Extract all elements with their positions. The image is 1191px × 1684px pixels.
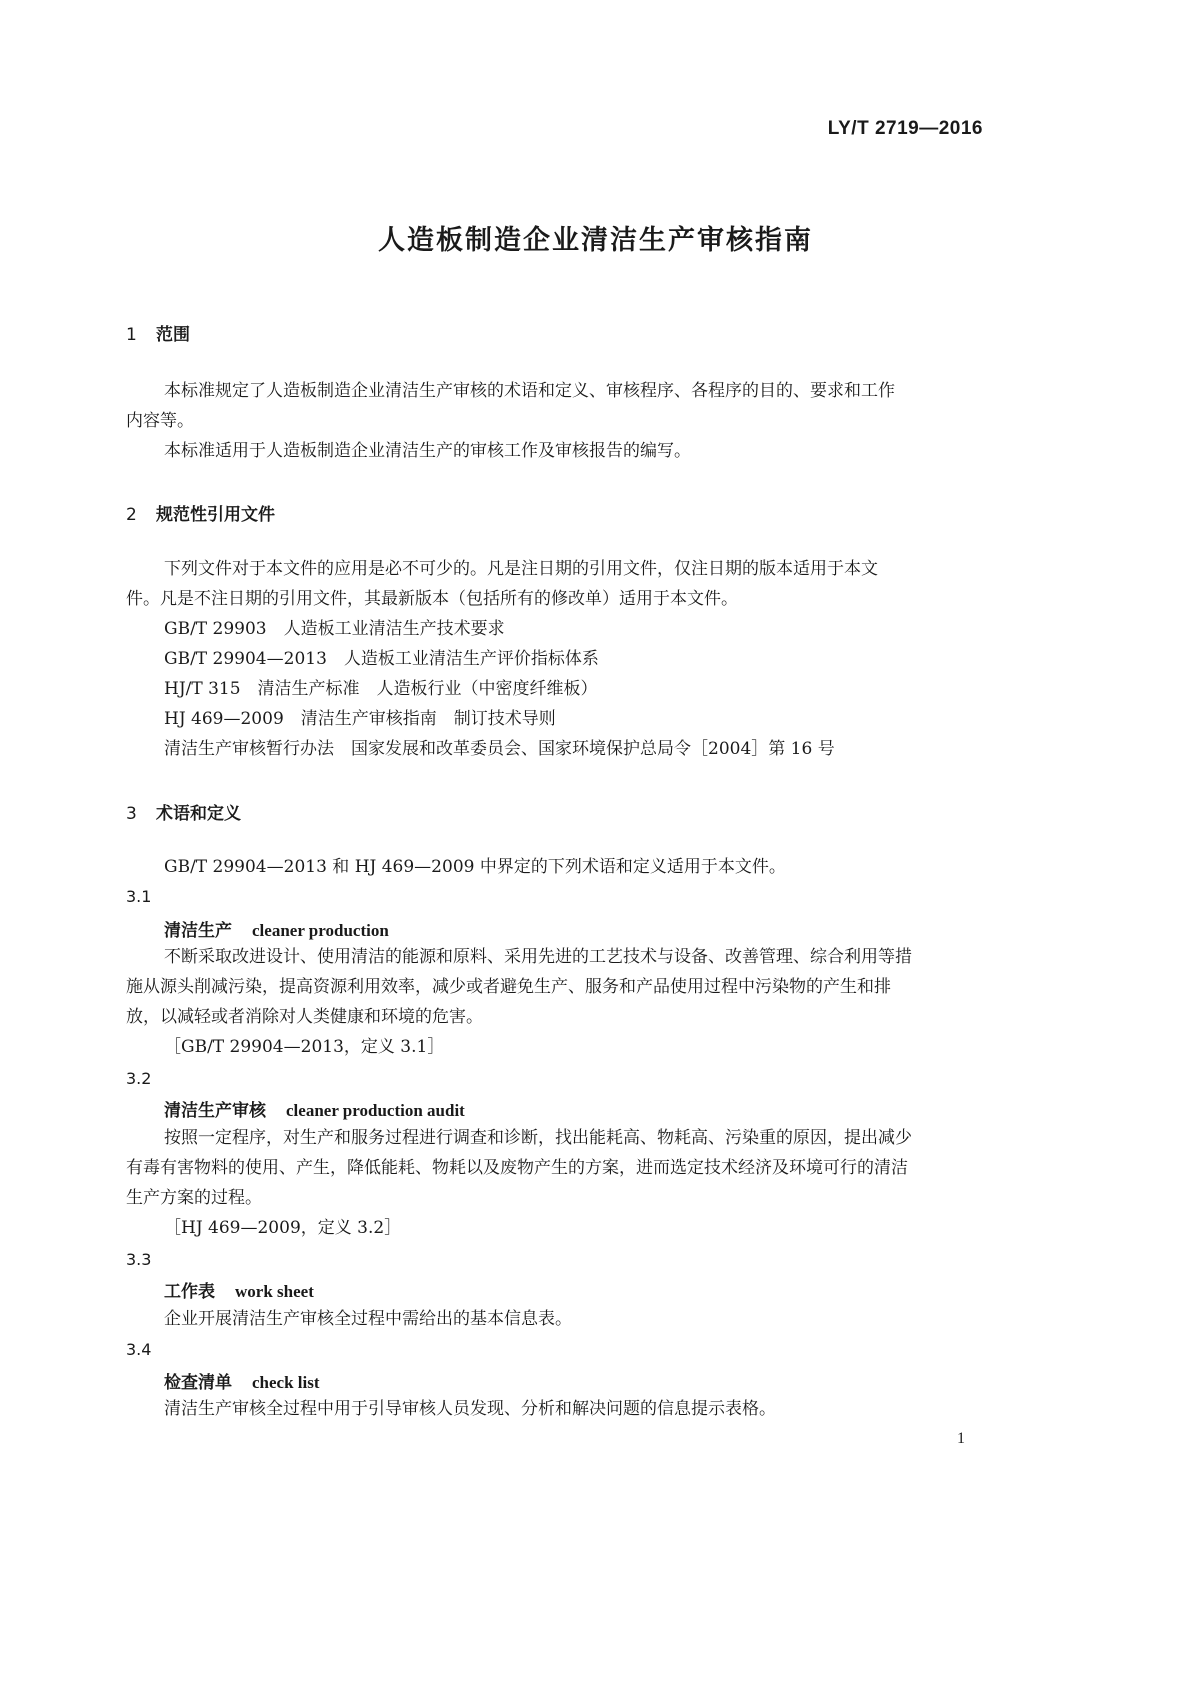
- term-zh: 清洁生产审核: [164, 1101, 266, 1121]
- term-en: cleaner production: [252, 921, 389, 940]
- term-number: 3.4: [126, 1340, 152, 1359]
- term-zh: 清洁生产: [164, 921, 232, 941]
- standard-code: LY/T 2719—2016: [827, 118, 983, 139]
- section-title: 术语和定义: [156, 804, 241, 824]
- section-1-heading: [126, 320, 190, 345]
- term-heading: [164, 1368, 320, 1393]
- paragraph-line: 件。凡是不注日期的引用文件，其最新版本（包括所有的修改单）适用于本文件。: [126, 589, 738, 609]
- term-heading: [164, 916, 389, 941]
- section-number: 2: [126, 505, 137, 525]
- term-heading: [164, 1096, 465, 1121]
- term-number: 3.2: [126, 1069, 152, 1088]
- definition-line: 放，以减轻或者消除对人类健康和环境的危害。: [126, 1007, 483, 1027]
- reference-item: HJ/T 315 清洁生产标准 人造板行业（中密度纤维板）: [164, 679, 598, 699]
- document-title: 人造板制造企业清洁生产审核指南: [378, 225, 813, 256]
- term-en: check list: [252, 1373, 320, 1392]
- section-3-heading: [126, 799, 241, 824]
- paragraph-line: 下列文件对于本文件的应用是必不可少的。凡是注日期的引用文件，仅注日期的版本适用于本文: [164, 559, 878, 579]
- section-2-heading: [126, 500, 275, 525]
- paragraph-line: 本标准规定了人造板制造企业清洁生产审核的术语和定义、审核程序、各程序的目的、要求和工作: [164, 381, 895, 401]
- definition-line: 生产方案的过程。: [126, 1188, 262, 1208]
- paragraph-line: 本标准适用于人造板制造企业清洁生产的审核工作及审核报告的编写。: [164, 441, 691, 461]
- paragraph-line: GB/T 29904—2013 和 HJ 469—2009 中界定的下列术语和定义适用于本文件。: [164, 857, 786, 877]
- term-en: cleaner production audit: [286, 1101, 465, 1120]
- section-title: 范围: [156, 325, 190, 345]
- reference-item: GB/T 29903 人造板工业清洁生产技术要求: [164, 619, 505, 639]
- definition-line: 施从源头削减污染，提高资源利用效率，减少或者避免生产、服务和产品使用过程中污染物的产生和排: [126, 977, 891, 997]
- term-zh: 检查清单: [164, 1373, 232, 1393]
- reference-item: GB/T 29904—2013 人造板工业清洁生产评价指标体系: [164, 649, 599, 669]
- term-zh: 工作表: [164, 1282, 215, 1302]
- term-source: ［HJ 469—2009，定义 3.2］: [164, 1218, 402, 1238]
- definition-line: 不断采取改进设计、使用清洁的能源和原料、采用先进的工艺技术与设备、改善管理、综合利用等措: [164, 947, 912, 967]
- section-number: 1: [126, 325, 137, 345]
- reference-item: HJ 469—2009 清洁生产审核指南 制订技术导则: [164, 709, 556, 729]
- definition-line: 清洁生产审核全过程中用于引导审核人员发现、分析和解决问题的信息提示表格。: [164, 1399, 776, 1419]
- section-number: 3: [126, 804, 137, 824]
- term-heading: [164, 1277, 314, 1302]
- definition-line: 按照一定程序，对生产和服务过程进行调查和诊断，找出能耗高、物耗高、污染重的原因，提出减少: [164, 1128, 912, 1148]
- page-number: 1: [957, 1430, 965, 1447]
- section-title: 规范性引用文件: [156, 505, 275, 525]
- paragraph-line: 内容等。: [126, 411, 194, 431]
- term-en: work sheet: [235, 1282, 314, 1301]
- term-number: 3.3: [126, 1250, 152, 1269]
- reference-item: 清洁生产审核暂行办法 国家发展和改革委员会、国家环境保护总局令［2004］第 16 号: [164, 739, 835, 759]
- definition-line: 有毒有害物料的使用、产生，降低能耗、物耗以及废物产生的方案，进而选定技术经济及环境可行的清洁: [126, 1158, 908, 1178]
- term-source: ［GB/T 29904—2013，定义 3.1］: [164, 1037, 445, 1057]
- definition-line: 企业开展清洁生产审核全过程中需给出的基本信息表。: [164, 1309, 572, 1329]
- term-number: 3.1: [126, 887, 152, 906]
